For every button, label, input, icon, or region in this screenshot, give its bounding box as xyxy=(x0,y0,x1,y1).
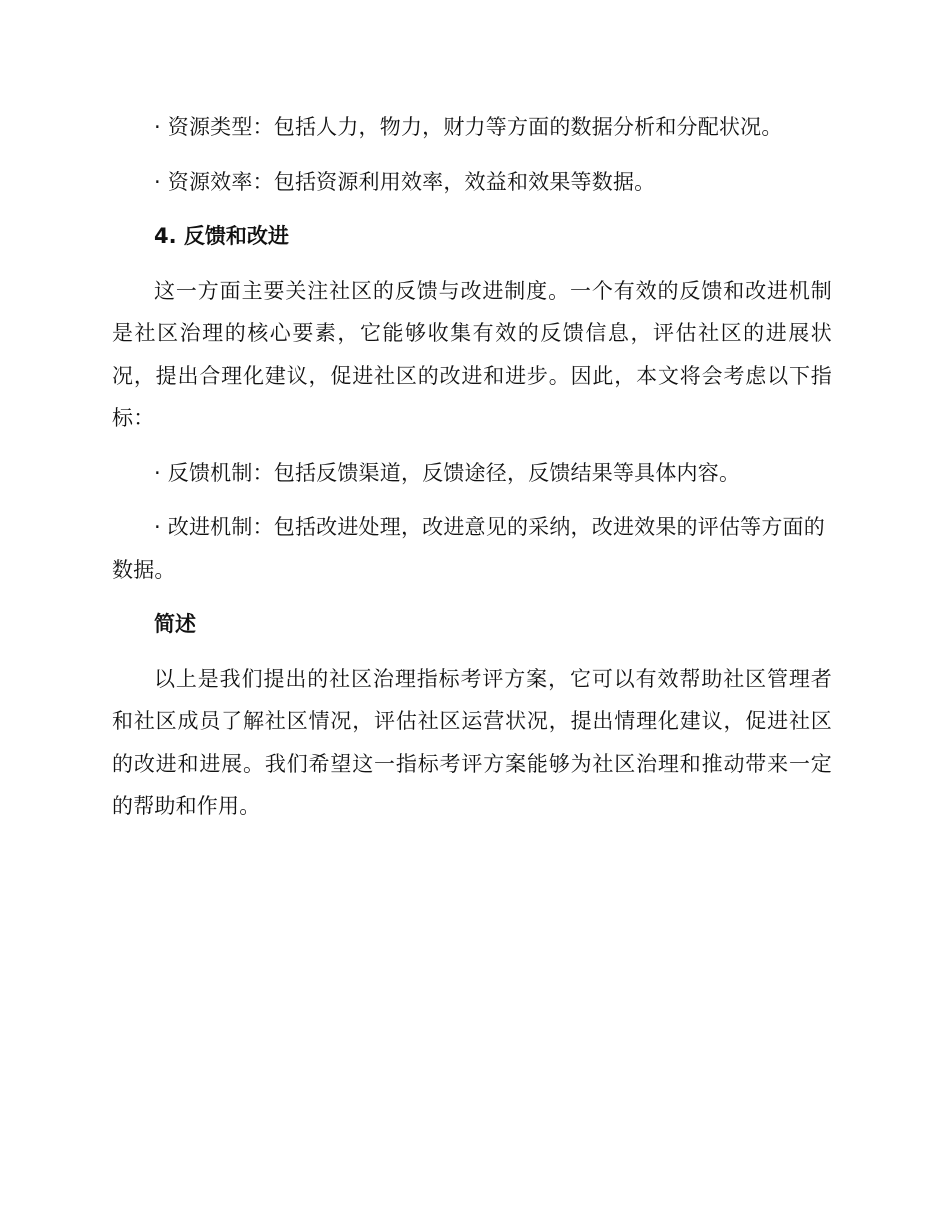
section-heading-summary: 简述 xyxy=(154,612,196,636)
paragraph-feedback: 这一方面主要关注社区的反馈与改进制度。一个有效的反馈和改进机制是社区治理的核心要素，它能够收集有效的反馈信息，评估社区的进展状况，提出合理化建议，促进社区的改进和进步。因此，本文将会考虑以下指标： xyxy=(112,278,832,430)
bullet-resource-efficiency: · 资源效率：包括资源利用效率，效益和效果等数据。 xyxy=(154,169,656,194)
bullet-resource-type: · 资源类型：包括人力，物力，财力等方面的数据分析和分配状况。 xyxy=(154,115,783,139)
document-page xyxy=(112,106,832,840)
paragraph-summary: 以上是我们提出的社区治理指标考评方案，它可以有效帮助社区管理者和社区成员了解社区情况，评估社区运营状况，提出情理化建议，促进社区的改进和进展。我们希望这一指标考评方案能够为社区治理和推动带来一定的帮助和作用。 xyxy=(112,666,832,818)
bullet-improvement-mechanism: · 改进机制：包括改进处理，改进意见的采纳，改进效果的评估等方面的数据。 xyxy=(112,515,825,582)
bullet-feedback-mechanism: · 反馈机制：包括反馈渠道，反馈途径，反馈结果等具体内容。 xyxy=(154,460,741,485)
section-heading-feedback: 4. 反馈和改进 xyxy=(154,224,289,248)
